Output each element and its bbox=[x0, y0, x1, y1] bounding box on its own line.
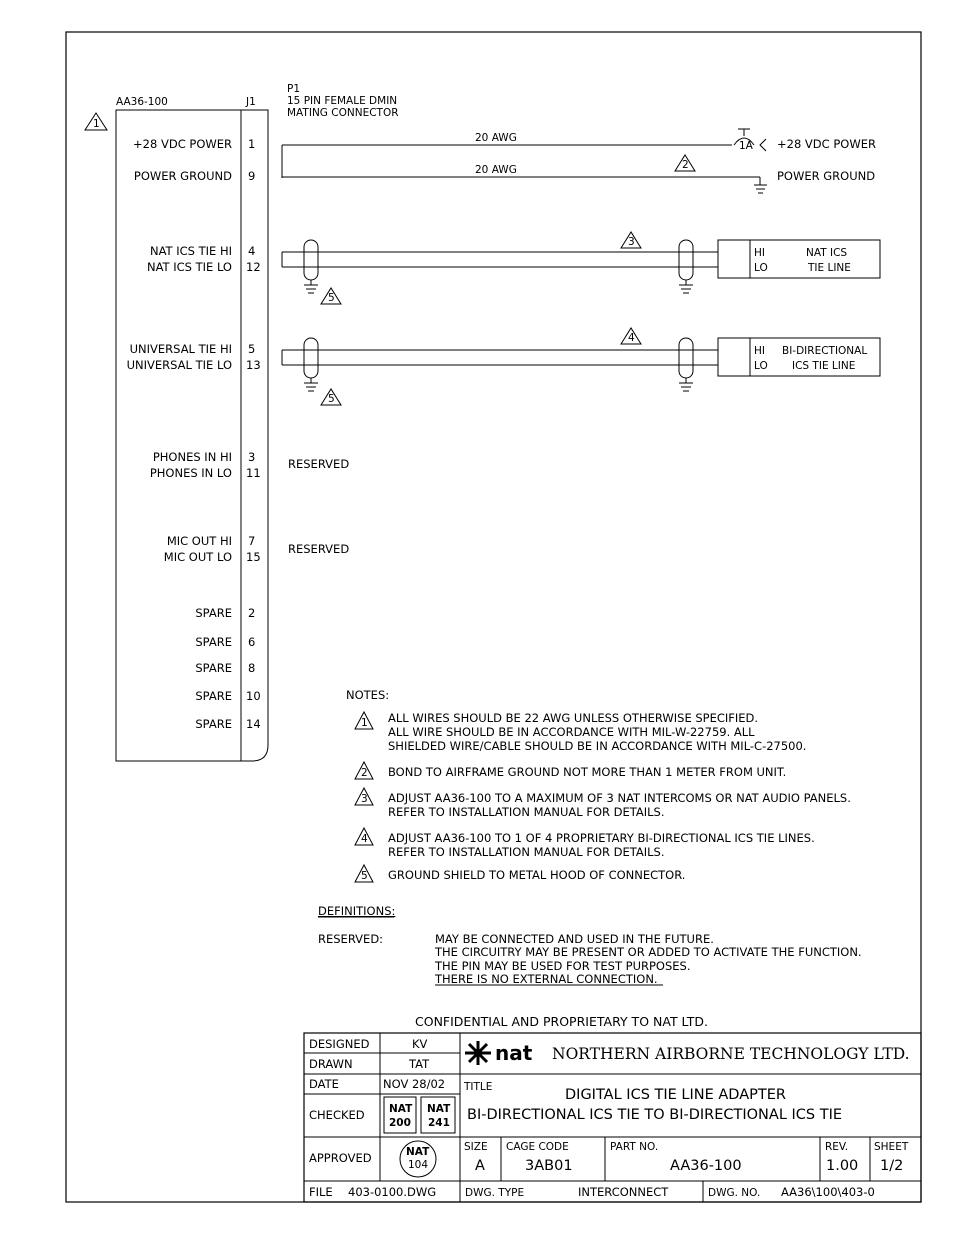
svg-text:HI: HI bbox=[754, 247, 765, 259]
svg-text:104: 104 bbox=[408, 1159, 429, 1171]
reserved-label: RESERVED bbox=[288, 542, 350, 556]
part-no-label: PART NO. bbox=[610, 1141, 659, 1153]
checked-stamp-200 bbox=[384, 1097, 416, 1133]
svg-text:1: 1 bbox=[93, 118, 100, 130]
svg-text:5: 5 bbox=[361, 870, 368, 882]
unit-name: AA36-100 bbox=[116, 96, 168, 108]
pin-label: NAT ICS TIE LO bbox=[146, 260, 232, 274]
mating-connector-line2: MATING CONNECTOR bbox=[287, 107, 399, 119]
dwg-no-label: DWG. NO. bbox=[708, 1187, 761, 1199]
cage-code-label: CAGE CODE bbox=[506, 1141, 569, 1153]
nat-ics-shielded-pair bbox=[282, 240, 718, 285]
svg-text:ICS TIE LINE: ICS TIE LINE bbox=[792, 360, 856, 372]
dwg-no-value: AA36\100\403-0 bbox=[781, 1185, 875, 1199]
svg-text:1: 1 bbox=[361, 717, 368, 729]
svg-text:TIE LINE: TIE LINE bbox=[808, 262, 851, 274]
dest-box-nat-ics bbox=[718, 240, 880, 278]
svg-text:LO: LO bbox=[754, 262, 768, 274]
definition-line: MAY BE CONNECTED AND USED IN THE FUTURE. bbox=[435, 932, 714, 946]
size-value: A bbox=[475, 1158, 485, 1174]
svg-text:HI: HI bbox=[754, 345, 765, 357]
checked-stamp-241 bbox=[421, 1097, 455, 1133]
definition-line: THE PIN MAY BE USED FOR TEST PURPOSES. bbox=[435, 959, 691, 973]
pin-label: MIC OUT LO bbox=[163, 550, 232, 564]
svg-text:ALL WIRE SHOULD BE IN ACCORDAN: ALL WIRE SHOULD BE IN ACCORDANCE WITH MIL-W-22759. ALL bbox=[388, 725, 755, 739]
note-marker-2 bbox=[675, 155, 695, 171]
confidential-notice: CONFIDENTIAL AND PROPRIETARY TO NAT LTD. bbox=[415, 1014, 709, 1029]
pin-number: 11 bbox=[246, 466, 261, 480]
svg-text:NAT: NAT bbox=[406, 1146, 430, 1158]
reserved-label: RESERVED bbox=[288, 457, 350, 471]
cage-code-value: 3AB01 bbox=[525, 1158, 573, 1174]
svg-text:ADJUST AA36-100 TO A MAXIMUM O: ADJUST AA36-100 TO A MAXIMUM OF 3 NAT INTERCOMS OR NAT AUDIO PANELS. bbox=[388, 791, 851, 805]
fuse-symbol bbox=[734, 129, 766, 152]
note-4 bbox=[355, 828, 815, 859]
part-no-value: AA36-100 bbox=[670, 1158, 742, 1174]
mating-connector-ref: P1 bbox=[287, 83, 301, 95]
pin-number: 13 bbox=[246, 358, 261, 372]
svg-text:4: 4 bbox=[361, 833, 368, 845]
pin-label: UNIVERSAL TIE HI bbox=[129, 342, 232, 356]
mating-connector-line1: 15 PIN FEMALE DMIN bbox=[287, 95, 398, 107]
svg-text:NAT: NAT bbox=[389, 1103, 413, 1115]
shield-ground-symbol bbox=[304, 383, 318, 391]
note-3 bbox=[355, 788, 851, 819]
note-marker-3 bbox=[621, 232, 641, 248]
svg-text:GROUND SHIELD TO METAL HOOD OF: GROUND SHIELD TO METAL HOOD OF CONNECTOR. bbox=[388, 868, 686, 882]
approved-label: APPROVED bbox=[309, 1151, 372, 1165]
pin-number: 14 bbox=[246, 717, 261, 731]
definitions-title: DEFINITIONS: bbox=[318, 904, 396, 918]
sheet-value: 1/2 bbox=[880, 1158, 904, 1174]
pin-number: 8 bbox=[248, 661, 256, 675]
definition-term: RESERVED: bbox=[318, 932, 384, 946]
svg-text:BOND TO AIRFRAME GROUND NOT MO: BOND TO AIRFRAME GROUND NOT MORE THAN 1 METER FROM UNIT. bbox=[388, 765, 787, 779]
sheet-label: SHEET bbox=[874, 1141, 909, 1153]
date-label: DATE bbox=[309, 1077, 339, 1091]
ground-symbol bbox=[754, 177, 767, 193]
svg-text:2: 2 bbox=[682, 159, 689, 171]
note-marker-1 bbox=[85, 113, 107, 130]
dest-box-bi-directional bbox=[718, 338, 880, 376]
note-2 bbox=[355, 762, 786, 779]
approved-stamp-104 bbox=[400, 1141, 436, 1177]
shield-ground-symbol bbox=[679, 285, 693, 293]
note-marker-4 bbox=[621, 328, 641, 344]
pin-number: 7 bbox=[248, 534, 256, 548]
pin-number: 3 bbox=[248, 450, 256, 464]
svg-text:3: 3 bbox=[361, 793, 368, 805]
pin-number: 15 bbox=[246, 550, 261, 564]
svg-text:5: 5 bbox=[328, 393, 335, 405]
drawn-label: DRAWN bbox=[309, 1057, 353, 1071]
svg-text:ALL WIRES SHOULD BE 22 AWG UNL: ALL WIRES SHOULD BE 22 AWG UNLESS OTHERWISE SPECIFIED. bbox=[388, 711, 759, 725]
checked-label: CHECKED bbox=[309, 1108, 365, 1122]
drawn-value: TAT bbox=[409, 1057, 430, 1071]
definition-line: THERE IS NO EXTERNAL CONNECTION. bbox=[435, 972, 658, 986]
ground-dest-label: POWER GROUND bbox=[777, 169, 876, 183]
pin-label: SPARE bbox=[195, 661, 232, 675]
pin-number: 5 bbox=[248, 342, 256, 356]
svg-text:REFER TO INSTALLATION MANUAL F: REFER TO INSTALLATION MANUAL FOR DETAILS. bbox=[388, 845, 665, 859]
pin-number: 10 bbox=[246, 689, 261, 703]
pin-label: UNIVERSAL TIE LO bbox=[126, 358, 232, 372]
pin-label: PHONES IN LO bbox=[149, 466, 232, 480]
svg-text:5: 5 bbox=[328, 292, 335, 304]
pin-label: POWER GROUND bbox=[133, 169, 232, 183]
dwg-type-value: INTERCONNECT bbox=[578, 1185, 669, 1199]
pin-number: 4 bbox=[248, 244, 256, 258]
power-dest-label: +28 VDC POWER bbox=[777, 137, 876, 151]
svg-text:241: 241 bbox=[428, 1117, 450, 1129]
svg-text:2: 2 bbox=[361, 767, 368, 779]
title-label: TITLE bbox=[464, 1081, 493, 1093]
pin-label: NAT ICS TIE HI bbox=[149, 244, 232, 258]
logo-star-icon bbox=[465, 1041, 491, 1065]
rev-value: 1.00 bbox=[826, 1158, 859, 1174]
note-marker-5 bbox=[321, 389, 341, 405]
pin-number: 9 bbox=[248, 169, 256, 183]
ground-wire-gauge: 20 AWG bbox=[475, 164, 517, 176]
pin-label: MIC OUT HI bbox=[166, 534, 232, 548]
pin-number: 12 bbox=[246, 260, 261, 274]
company-name: NORTHERN AIRBORNE TECHNOLOGY LTD. bbox=[552, 1045, 910, 1063]
file-value: 403-0100.DWG bbox=[348, 1185, 437, 1199]
svg-text:ADJUST AA36-100 TO 1 OF 4 PROP: ADJUST AA36-100 TO 1 OF 4 PROPRIETARY BI-DIRECTIONAL ICS TIE LINES. bbox=[388, 831, 815, 845]
definition-line: THE CIRCUITRY MAY BE PRESENT OR ADDED TO ACTIVATE THE FUNCTION. bbox=[435, 945, 862, 959]
connector-j1: J1 bbox=[246, 96, 256, 108]
svg-text:200: 200 bbox=[389, 1117, 411, 1129]
power-wire-gauge: 20 AWG bbox=[475, 132, 517, 144]
pin-label: SPARE bbox=[195, 635, 232, 649]
svg-text:NAT ICS: NAT ICS bbox=[806, 247, 848, 259]
svg-text:LO: LO bbox=[754, 360, 768, 372]
svg-text:BI-DIRECTIONAL: BI-DIRECTIONAL bbox=[782, 345, 868, 357]
pin-number: 1 bbox=[248, 137, 256, 151]
shield-ground-symbol bbox=[679, 383, 693, 391]
pin-label: SPARE bbox=[195, 606, 232, 620]
svg-text:4: 4 bbox=[628, 332, 635, 344]
notes-title: NOTES: bbox=[346, 688, 390, 702]
svg-text:SHIELDED WIRE/CABLE SHOULD BE: SHIELDED WIRE/CABLE SHOULD BE IN ACCORDANCE WITH MIL-C-27500. bbox=[388, 739, 807, 753]
pin-label: PHONES IN HI bbox=[152, 450, 232, 464]
dwg-type-label: DWG. TYPE bbox=[465, 1187, 525, 1199]
designed-value: KV bbox=[412, 1037, 428, 1051]
pin-number: 6 bbox=[248, 635, 256, 649]
svg-text:1A: 1A bbox=[739, 140, 753, 152]
size-label: SIZE bbox=[464, 1141, 488, 1153]
universal-shielded-pair bbox=[282, 338, 718, 383]
title-line2: BI-DIRECTIONAL ICS TIE TO BI-DIRECTIONAL ICS TIE bbox=[467, 1107, 843, 1123]
pin-label: SPARE bbox=[195, 717, 232, 731]
pin-label: SPARE bbox=[195, 689, 232, 703]
shield-ground-symbol bbox=[304, 285, 318, 293]
svg-text:nat: nat bbox=[495, 1041, 533, 1065]
date-value: NOV 28/02 bbox=[383, 1077, 446, 1091]
nat-logo bbox=[465, 1041, 533, 1065]
pin-number: 2 bbox=[248, 606, 256, 620]
svg-text:3: 3 bbox=[628, 236, 635, 248]
note-5 bbox=[355, 865, 685, 882]
svg-text:NAT: NAT bbox=[427, 1103, 451, 1115]
rev-label: REV. bbox=[825, 1141, 849, 1153]
designed-label: DESIGNED bbox=[309, 1037, 370, 1051]
note-1 bbox=[355, 711, 806, 753]
title-line1: DIGITAL ICS TIE LINE ADAPTER bbox=[565, 1087, 786, 1103]
file-label: FILE bbox=[309, 1185, 333, 1199]
svg-text:REFER TO INSTALLATION MANUAL F: REFER TO INSTALLATION MANUAL FOR DETAILS. bbox=[388, 805, 665, 819]
pin-label: +28 VDC POWER bbox=[133, 137, 232, 151]
note-marker-5 bbox=[321, 288, 341, 304]
